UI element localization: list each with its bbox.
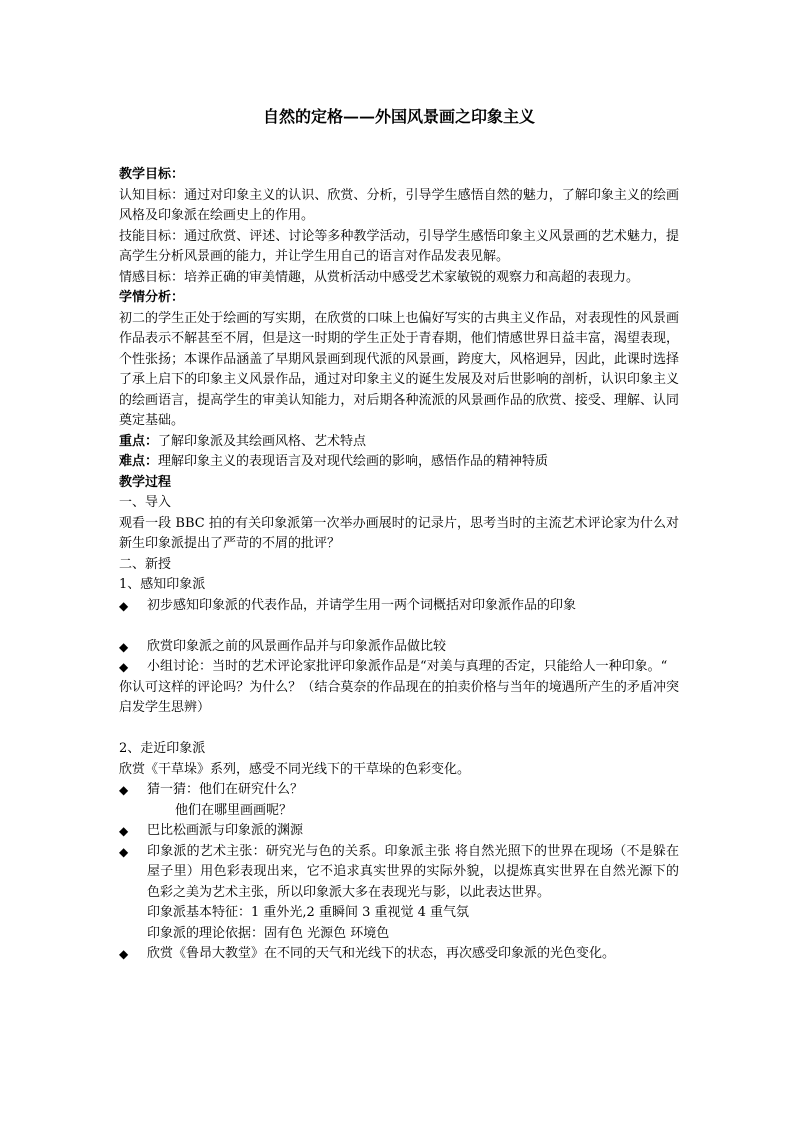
guess-bullet: ◆ 猜一猜：他们在研究什么？ [119, 780, 679, 801]
new-lesson-heading: 二、新授 [119, 556, 172, 572]
diamond-bullet-icon: ◆ [119, 783, 129, 797]
document-page [119, 100, 679, 965]
intro-heading: 一、导入 [119, 495, 172, 510]
difficulty-text: 理解印象主义的表现语言及对现代绘画的影响，感悟作品的精神特质 [158, 454, 549, 469]
part1-bullet-3: ◆ 小组讨论：当时的艺术评论家批评印象派作品是“对美与真理的否定，只能给人一种印象。“ [119, 657, 679, 678]
guess-followup: 他们在哪里画画呢？ [175, 802, 293, 818]
teaching-goals-heading: 教学目标： [119, 167, 185, 182]
key-point-text: 了解印象派及其绘画风格、艺术特点 [158, 433, 367, 449]
skill-goal: 技能目标：通过欣赏、评述、讨论等多种教学活动，引导学生感悟印象主义风景画的艺术魅力，提高学生分析风景画的能力，并让学生用自己的语言对作品发表见解。 [119, 228, 679, 264]
teaching-process-heading: 教学过程 [119, 474, 172, 490]
diamond-bullet-icon: ◆ [119, 639, 129, 654]
cognitive-goal: 认知目标：通过对印象主义的认识、欣赏、分析，引导学生感悟自然的魅力，了解印象主义的绘画风格及印象派在绘画史上的作用。 [119, 187, 679, 223]
intro-text: 观看一段 BBC 拍的有关印象派第一次举办画展时的记录片，思考当时的主流艺术评论家为什么对新生印象派提出了严苛的不屑的批评？ [119, 515, 679, 551]
diamond-bullet-icon: ◆ [119, 598, 129, 613]
student-analysis-text: 初二的学生正处于绘画的写实期，在欣赏的口味上也偏好写实的古典主义作品，对表现性的风景画作品表示不解甚至不屑，但是这一时期的学生正处于青春期，他们情感世界日益丰富，渴望表现，个性张扬；本课作品涵盖了早期风景画到现代派的风景画，跨度大，风格迥异，因此，此课时选择了承上启下的印象主义风景作品，通过对印象主义的诞生发展及对后世影响的剖析，认识印象主义的绘画语言，提高学生的审美认知能力，对后期各种流派的风景画作品的欣赏、接受、理解、认同奠定基础。 [119, 310, 679, 428]
document-title: 自然的定格——外国风景画之印象主义 [262, 107, 535, 126]
key-point-label: 重点： [119, 433, 159, 449]
diamond-bullet-icon: ◆ [119, 844, 129, 859]
diamond-bullet-icon: ◆ [119, 824, 129, 838]
difficulty-label: 难点： [119, 454, 159, 469]
part2-heading: 2、走近印象派 [119, 741, 206, 756]
key-point [119, 432, 679, 453]
difficulty [119, 452, 679, 473]
part1-bullet-2: ◆ 欣赏印象派之前的风景画作品并与印象派作品做比较 [119, 637, 679, 658]
part2-intro: 欣赏《干草垛》系列，感受不同光线下的干草垛的色彩变化。 [119, 761, 471, 777]
basic-features: 印象派基本特征：1 重外光,2 重瞬间 3 重视觉 4 重气氛 [147, 905, 470, 920]
part1-heading: 1、感知印象派 [119, 577, 206, 592]
theory-basis: 印象派的理论依据：固有色 光源色 环境色 [147, 925, 390, 941]
student-analysis-heading: 学情分析： [119, 290, 185, 305]
barbizon-bullet: ◆ 巴比松画派与印象派的渊源 [119, 821, 679, 842]
part1-question: 你认可这样的评论吗？为什么？（结合莫奈的作品现在的拍卖价格与当年的境遇所产生的矛盾冲突启发学生思辨） [119, 679, 679, 715]
rouen-bullet: ◆ 欣赏《鲁昂大教堂》在不同的天气和光线下的状态，再次感受印象派的光色变化。 [119, 944, 679, 965]
emotion-goal: 情感目标：培养正确的审美情趣，从赏析活动中感受艺术家敏锐的观察力和高超的表现力。 [119, 269, 640, 285]
diamond-bullet-icon: ◆ [119, 660, 129, 674]
part1-bullet-1: ◆ 初步感知印象派的代表作品，并请学生用一两个词概括对印象派作品的印象 [119, 596, 679, 617]
art-claim-bullet: ◆ 印象派的艺术主张：研究光与色的关系。印象派主张 将自然光照下的世界在现场（不是躲在屋子里）用色彩表现出来，它不追求真实世界的实际外貌，以提炼真实世界在自然光源下的色彩之美为艺术主张，所以印象派大多在表现光与影，以此表达世界。 [119, 843, 679, 900]
diamond-bullet-icon: ◆ [119, 947, 129, 961]
